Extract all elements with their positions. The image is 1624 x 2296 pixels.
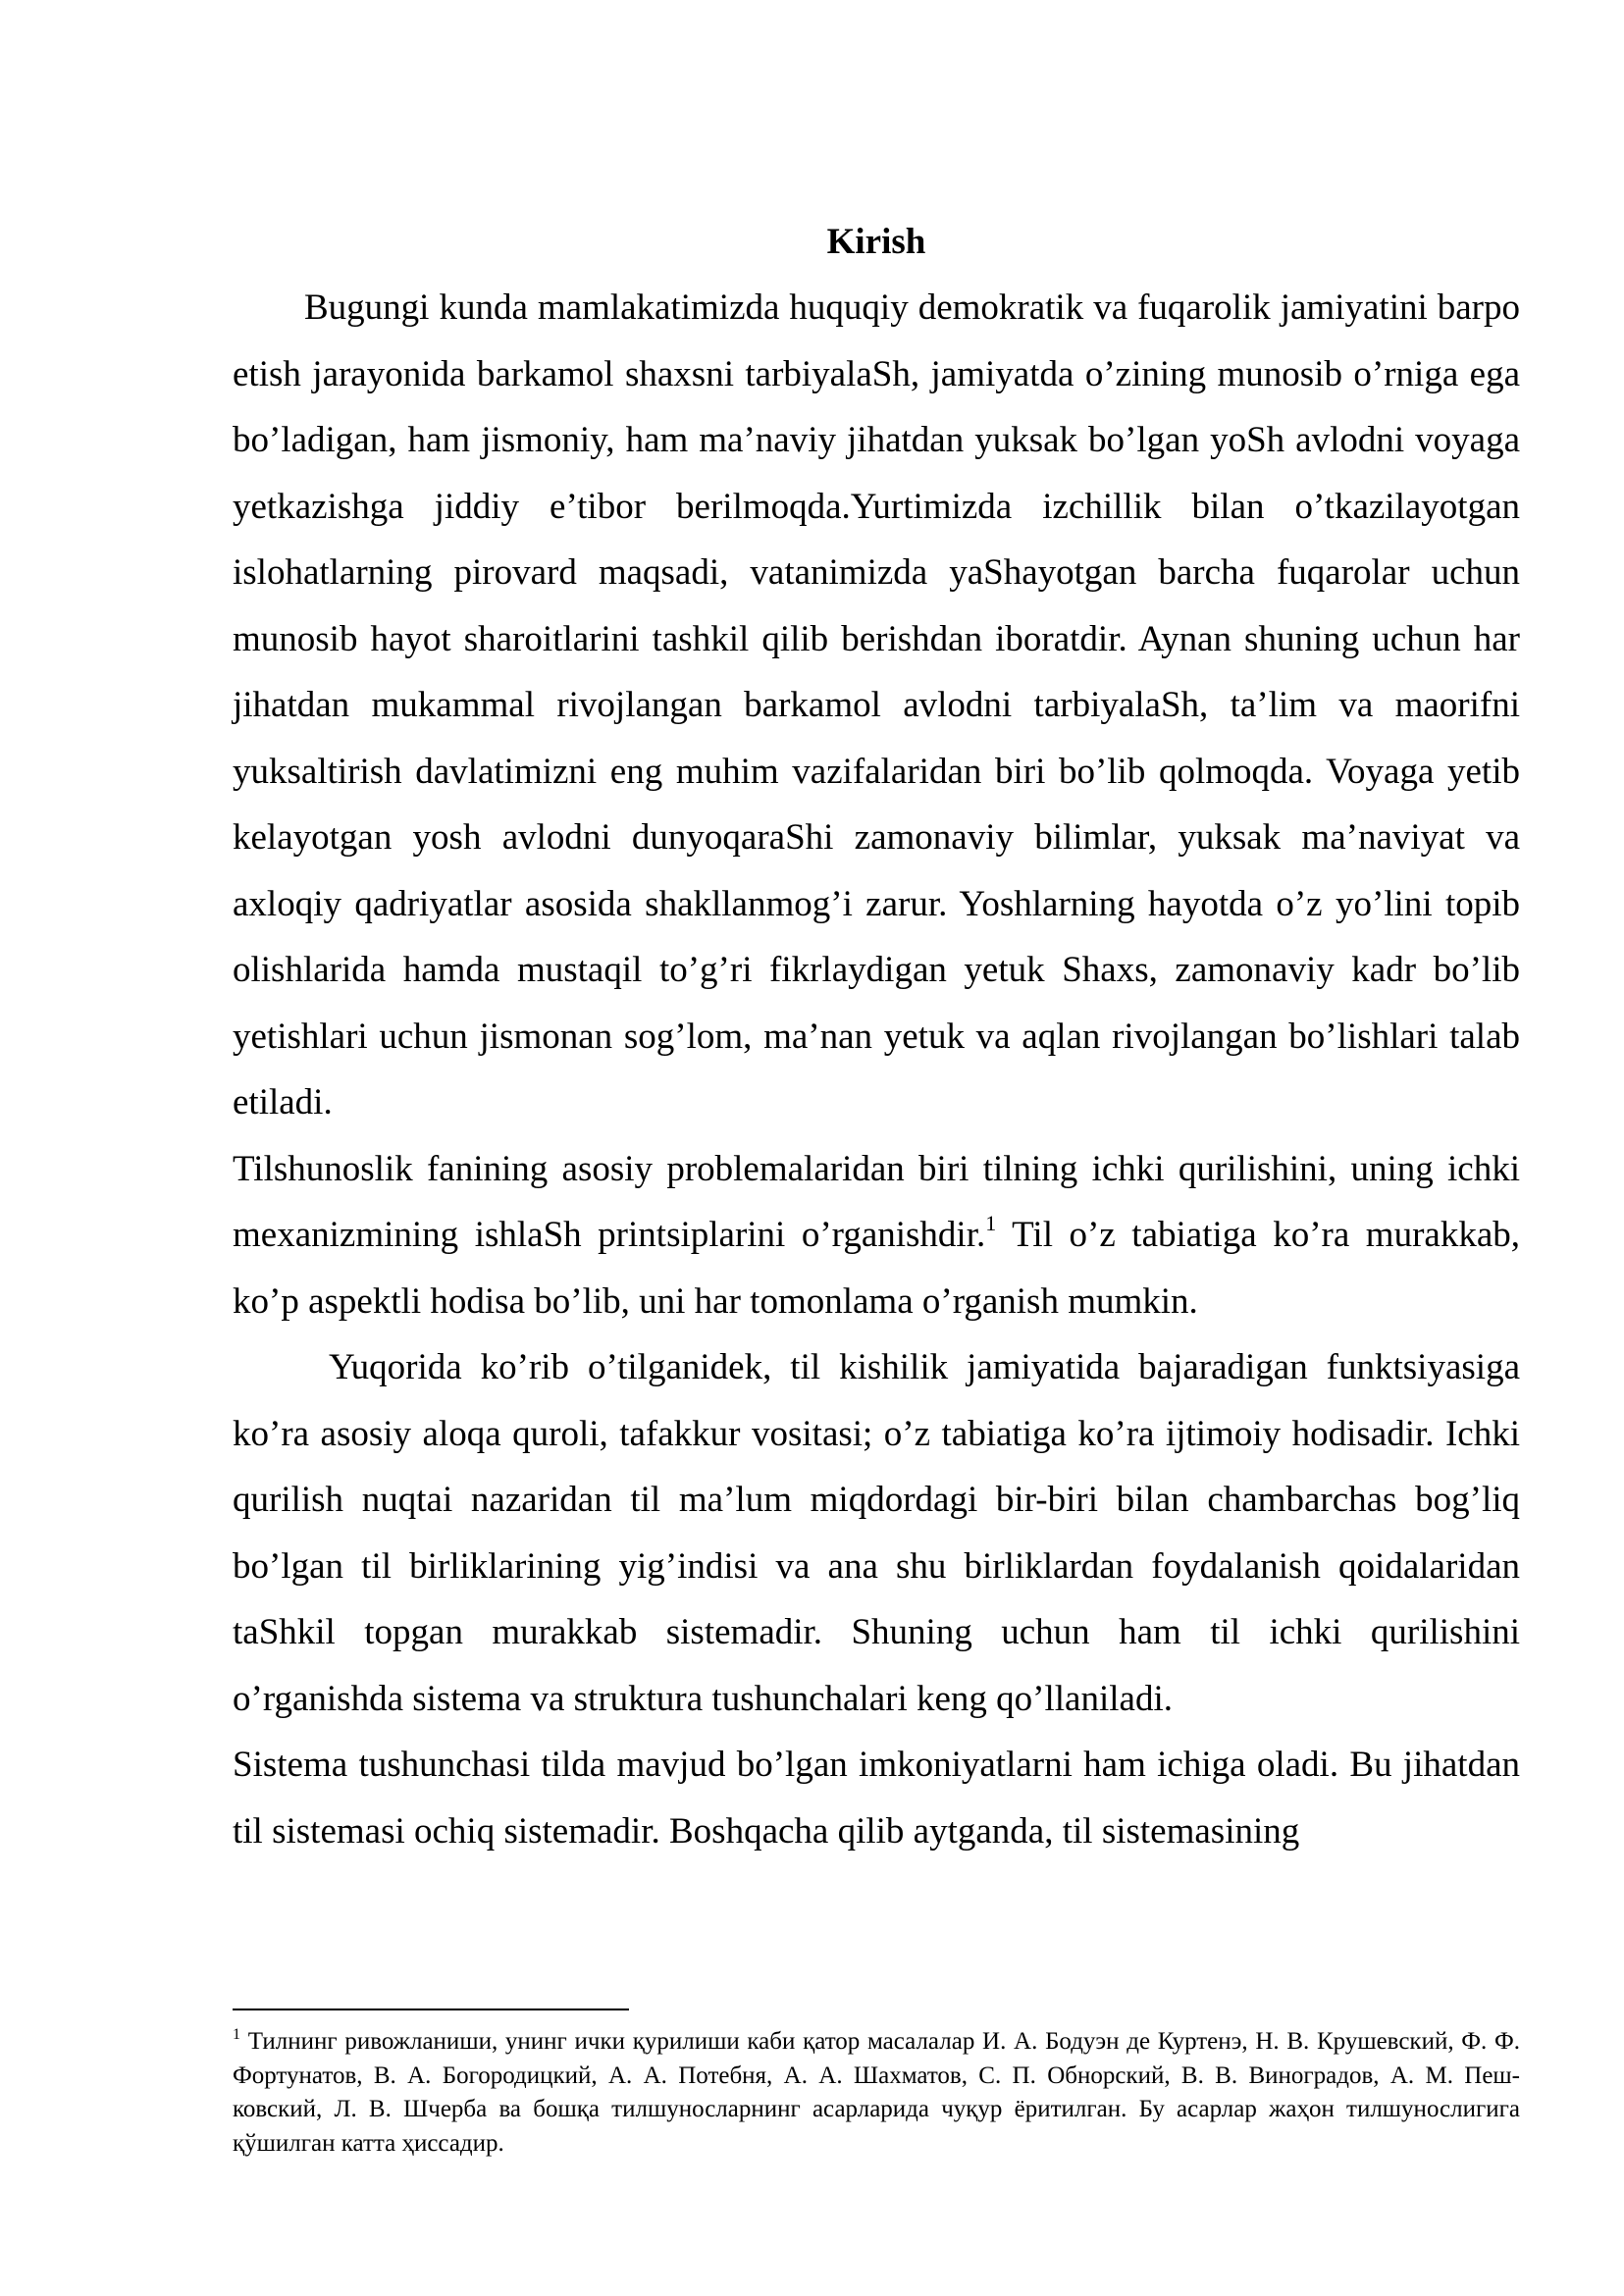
document-title: Kirish bbox=[826, 222, 926, 262]
paragraph-4: Sistema tushunchasi tilda mavjud bo’lgan imkoniyatlarni ham ichiga oladi. Bu jihatdan til sistemasi ochiq sistemadir. Boshqacha qilib aytganda, til sistemasining bbox=[233, 1745, 1520, 1852]
footnote-separator bbox=[233, 2009, 629, 2010]
paragraph-3: Yuqorida ko’rib o’tilganidek, til kishilik jamiyatida bajaradigan funktsiyasiga ko’ra asosiy aloqa quroli, tafakkur vositasi; o’z tabiatiga ko’ra ijtimoiy hodisadir. Ichki qurilish nuqtai nazaridan til ma’lum miqdordagi bir-biri bilan chambarchas bog’liq bo’lgan til birliklarining yig’indisi va ana shu birliklardan foydalanish qoidalaridan taShkil topgan murakkab sistemadir. Shuning uchun ham til ichki qurilishini o’rganishda sistema va struktura tushunchalari keng qo’llaniladi. bbox=[233, 1347, 1520, 1719]
body-text bbox=[233, 275, 1520, 1864]
paragraph-1: Bugungi kunda mamlakatimizda huquqiy demokratik va fuqarolik jamiyatini barpo etish jarayonida barkamol shaxsni tarbiyalaSh, jamiyatda o’zining munosib o’rniga ega bo’ladigan, ham jismoniy, ham ma’naviy jihatdan yuksak bo’lgan yoSh avlodni voyaga yetkazishga jiddiy e’tibor berilmoqda.Yurtimizda izchillik bilan o’tkazilayotgan islohatlarning pirovard maqsadi, vatanimizda yaShayotgan barcha fuqarolar uchun munosib hayot sharoitlarini tashkil qilib berishdan iboratdir. Aynan shuning uchun har jihatdan mukammal rivojlangan barkamol avlodni tarbiyalaSh, ta’lim va maorifni yuksaltirish davlatimizni eng muhim vazifalaridan biri bo’lib qolmoqda. Voyaga yetib kelayotgan yosh avlodni dunyoqaraShi zamonaviy bilimlar, yuksak ma’naviyat va axloqiy qadriyatlar asosida shakllanmog’i zarur. Yoshlarning hayotda o’z yo’lini topib olishlarida hamda mustaqil to’g’ri fikrlaydigan yetuk Shaxs, zamonaviy kadr bo’lib yetishlari uchun jismonan sog’lom, ma’nan yetuk va aqlan rivojlangan bo’lishlari talab etiladi. bbox=[233, 287, 1520, 1122]
paragraph-2-continuation: Til o’z tabiatiga ko’ra murakkab, ko’p aspektli hodisa bo’lib, uni har tomonlama o’rganish mumkin. bbox=[233, 1215, 1520, 1322]
paragraph-2 bbox=[233, 1136, 1520, 1335]
footnote-text: Тилнинг ривожланиши, унинг ички қурилиши каби қатор масалалар И. А. Бодуэн де Куртенэ, Н. В. Крушевский, Ф. Ф. Фортунатов, В. А. Богородицкий, А. А. Потебня, А. А. Шахматов, С. П. Обнорский, В. В. Виноградов, А. М. Пеш- ковский, Л. В. Шчерба ва бошқа тилшуносларнинг асарларида чуқур ёритилган. Бу асарлар жаҳон тилшунослигига қўшилган катта ҳиссадир. bbox=[233, 2028, 1521, 2157]
footnote-reference: 1 bbox=[985, 1211, 997, 1235]
paragraph-2-text: Tilshunoslik fanining asosiy problemalaridan biri tilning ichki qurilishini, uning ichki mexanizmining ishlaSh printsiplarini o’rganishdir. bbox=[233, 1148, 1520, 1255]
footnote-marker: 1 bbox=[233, 2026, 240, 2043]
footnote bbox=[233, 2025, 1520, 2161]
